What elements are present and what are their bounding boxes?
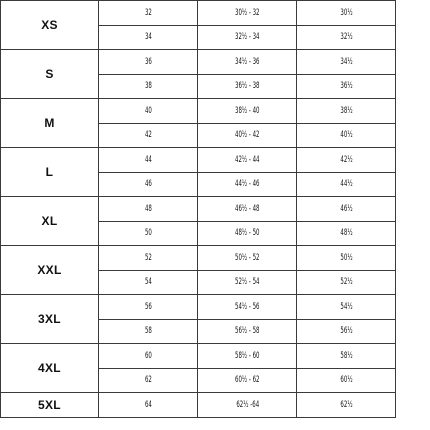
measurement-cell: [307, 221, 384, 246]
measurement-cell: [307, 368, 384, 393]
size-value-cell-text: 60: [144, 350, 152, 361]
measurement-cell-text: 50½: [339, 252, 353, 263]
size-label: XL: [1, 197, 99, 246]
range-cell-text: 58½ - 60: [234, 350, 260, 361]
size-value-cell-text: 32: [144, 7, 152, 18]
size-value-cell: [109, 99, 186, 124]
range-cell-text: 54½ - 56: [234, 301, 260, 312]
table-row: [1, 197, 396, 222]
range-cell: [208, 270, 285, 295]
range-cell: [208, 25, 285, 50]
size-value-cell: [109, 197, 186, 222]
size-value-cell-text: 64: [144, 399, 152, 410]
range-cell: [208, 172, 285, 197]
measurement-cell: [307, 246, 384, 271]
range-cell: [208, 295, 285, 320]
measurement-cell-text: 40½: [339, 130, 353, 141]
size-label: L: [1, 148, 99, 197]
measurement-cell: [307, 74, 384, 99]
measurement-cell: [307, 295, 384, 320]
size-value-cell: [109, 74, 186, 99]
table-row: [1, 148, 396, 173]
measurement-cell: [307, 270, 384, 295]
size-value-cell: [109, 344, 186, 369]
size-value-cell-text: 58: [144, 326, 152, 337]
measurement-cell: [307, 148, 384, 173]
range-cell-text: 42½ - 44: [234, 154, 260, 165]
range-cell: [208, 50, 285, 75]
range-cell: [208, 123, 285, 148]
measurement-cell-text: 54½: [339, 301, 353, 312]
range-cell-text: 40½ - 42: [234, 130, 260, 141]
size-value-cell-text: 44: [144, 154, 152, 165]
measurement-cell: [307, 99, 384, 124]
range-cell: [208, 319, 285, 344]
range-cell-text: 44½ - 46: [234, 179, 260, 190]
measurement-cell: [307, 319, 384, 344]
size-label: 4XL: [1, 344, 99, 393]
size-value-cell: [109, 148, 186, 173]
measurement-cell: [307, 1, 384, 26]
size-value-cell-text: 36: [144, 56, 152, 67]
measurement-cell-text: 56½: [339, 326, 353, 337]
measurement-cell-text: 42½: [339, 154, 353, 165]
range-cell: [208, 74, 285, 99]
measurement-cell: [307, 25, 384, 50]
measurement-cell-text: 60½: [339, 375, 353, 386]
measurement-cell-text: 34½: [339, 56, 353, 67]
size-value-cell: [109, 1, 186, 26]
measurement-cell-text: 32½: [339, 32, 353, 43]
size-value-cell-text: 54: [144, 277, 152, 288]
size-value-cell-text: 38: [144, 81, 152, 92]
range-cell-text: 60½ - 62: [234, 375, 260, 386]
size-chart-body: [1, 0, 396, 417]
range-cell-text: 52½ - 54: [234, 277, 260, 288]
measurement-cell: [307, 172, 384, 197]
range-cell: [208, 393, 285, 418]
measurement-cell-text: 52½: [339, 277, 353, 288]
size-label: 3XL: [1, 295, 99, 344]
size-value-cell-text: 50: [144, 228, 152, 239]
size-value-cell-text: 40: [144, 105, 152, 116]
measurement-cell-text: 58½: [339, 350, 353, 361]
range-cell: [208, 148, 285, 173]
table-row: [1, 50, 396, 75]
size-value-cell: [109, 393, 186, 418]
range-cell: [208, 99, 285, 124]
range-cell-text: 36½ - 38: [234, 81, 260, 92]
measurement-cell-text: 36½: [339, 81, 353, 92]
measurement-cell-text: 62½: [339, 399, 353, 410]
measurement-cell-text: 46½: [339, 203, 353, 214]
measurement-cell-text: 38½: [339, 105, 353, 116]
size-value-cell-text: 56: [144, 301, 152, 312]
size-value-cell-text: 48: [144, 203, 152, 214]
size-value-cell-text: 62: [144, 375, 152, 386]
range-cell-text: 56½ - 58: [234, 326, 260, 337]
range-cell-text: 48½ - 50: [234, 228, 260, 239]
size-value-cell: [109, 368, 186, 393]
measurement-cell-text: 48½: [339, 228, 353, 239]
size-label: XXL: [1, 246, 99, 295]
measurement-cell: [307, 197, 384, 222]
measurement-cell: [307, 344, 384, 369]
range-cell: [208, 197, 285, 222]
size-label: M: [1, 99, 99, 148]
size-value-cell: [109, 270, 186, 295]
table-row: [1, 295, 396, 320]
range-cell-text: 46½ - 48: [234, 203, 260, 214]
range-cell-text: 62½ -64: [235, 399, 259, 410]
range-cell-text: 30½ - 32: [234, 7, 260, 18]
size-label: XS: [1, 1, 99, 50]
measurement-cell-text: 44½: [339, 179, 353, 190]
table-row: [1, 1, 396, 26]
size-value-cell-text: 42: [144, 130, 152, 141]
measurement-cell: [307, 123, 384, 148]
size-value-cell-text: 46: [144, 179, 152, 190]
range-cell: [208, 344, 285, 369]
size-value-cell: [109, 50, 186, 75]
measurement-cell-text: 30½: [339, 7, 353, 18]
measurement-cell: [307, 393, 384, 418]
size-value-cell: [109, 172, 186, 197]
size-value-cell: [109, 25, 186, 50]
range-cell: [208, 1, 285, 26]
size-label: S: [1, 50, 99, 99]
range-cell-text: 32½ - 34: [234, 32, 260, 43]
size-value-cell: [109, 123, 186, 148]
table-row: [1, 393, 396, 418]
measurement-cell: [307, 50, 384, 75]
table-row: [1, 344, 396, 369]
size-value-cell: [109, 221, 186, 246]
size-value-cell: [109, 319, 186, 344]
range-cell-text: 50½ - 52: [234, 252, 260, 263]
range-cell: [208, 221, 285, 246]
range-cell: [208, 246, 285, 271]
size-value-cell-text: 34: [144, 32, 152, 43]
size-value-cell: [109, 295, 186, 320]
range-cell-text: 34½ - 36: [234, 56, 260, 67]
range-cell: [208, 368, 285, 393]
table-row: [1, 246, 396, 271]
table-row: [1, 99, 396, 124]
size-value-cell: [109, 246, 186, 271]
size-value-cell-text: 52: [144, 252, 152, 263]
range-cell-text: 38½ - 40: [234, 105, 260, 116]
size-label: 5XL: [1, 393, 99, 418]
